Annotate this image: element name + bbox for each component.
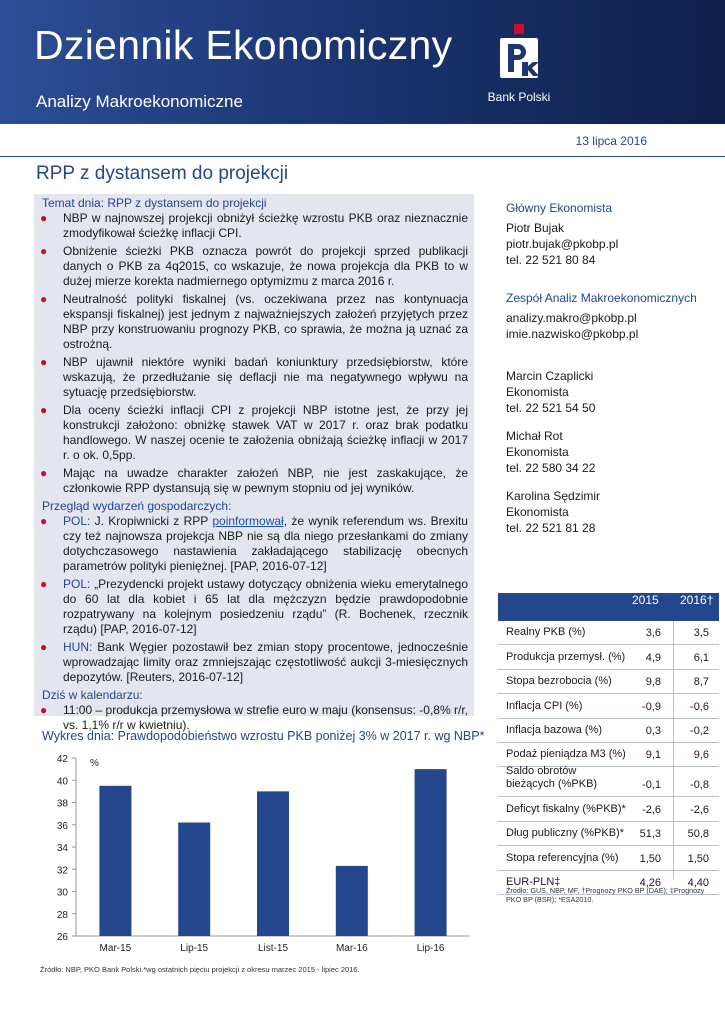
x-tick-label: List-15	[257, 943, 289, 954]
table-row	[498, 694, 719, 718]
bullet-icon: ●	[40, 703, 48, 717]
review-list	[34, 514, 474, 685]
row-label: Stopa referencyjna (%)	[506, 851, 619, 864]
table-body	[498, 621, 719, 895]
bar	[178, 823, 210, 936]
row-label: Saldo obrotów bieżących (%PKB)	[506, 765, 598, 791]
row-label: Inflacja bazowa (%)	[506, 723, 602, 736]
indicators-table	[498, 593, 719, 895]
review-heading: Przegląd wydarzeń gospodarczych:	[42, 499, 232, 513]
table-source: Źródło: GUS, NBP, MF, †Prognozy PKO BP (DAE); ‡Prognozy PKO BP (BSR); *ESA2010.	[506, 886, 705, 904]
pko-logo-icon	[494, 24, 544, 86]
table-row	[498, 645, 719, 669]
pko-logo	[474, 24, 564, 114]
y-unit-label: %	[90, 758, 99, 769]
list-item: ● Dla oceny ścieżki inflacji CPI z projekcji NBP istotne jest, że przy jej konstrukcji założono: obniżkę stawek VAT w 2017 r. oraz brak podatku handlowego. W naszej ocenie te założenia obniżają ścieżkę inflacji w 2017 r. o ok. 0,5pp.	[40, 403, 468, 462]
value-2016: 8,7	[693, 676, 709, 689]
column-header: 2016†	[680, 593, 714, 607]
list-item: ● NBP ujawnił niektóre wyniki badań koniunktury przedsiębiorstw, które wskazują, że przedłużanie się deflacji nie ma negatywnego wpływu na sytuację przedsiębiorstw.	[40, 355, 468, 399]
topic-heading: Temat dnia: RPP z dystansem do projekcji	[42, 196, 267, 210]
bullet-icon: ●	[40, 355, 48, 369]
value-2015: -0,1	[642, 779, 661, 792]
chart-title: Wykres dnia: Prawdopodobieństwo wzrostu PKB poniżej 3% w 2017 r. wg NBP*	[42, 729, 485, 743]
table-row	[498, 670, 719, 694]
row-label: Realny PKB (%)	[506, 626, 586, 639]
row-label: Produkcja przemysł. (%)	[506, 650, 626, 663]
value-2016: 1,50	[687, 852, 709, 865]
calendar-heading: Dziś w kalendarzu:	[42, 688, 143, 702]
row-label: Inflacja CPI (%)	[506, 699, 583, 712]
y-tick-label: 32	[56, 865, 68, 877]
value-2015: 9,8	[645, 676, 661, 689]
value-2015: 0,3	[645, 724, 661, 737]
bar	[415, 769, 447, 936]
table-header	[498, 593, 719, 621]
column-divider	[673, 621, 674, 879]
publication-subtitle: Analizy Makroekonomiczne	[36, 92, 243, 111]
list-item: ● POL: „Prezydencki projekt ustawy dotyczący obniżenia wieku emerytalnego do 60 lat dla kobiet i 65 lat dla mężczyzn będzie prawdopodobnie rozpatrywany na kolejnym posiedzeniu rządu” (R. Bochenek, rzecznik rządu) [PAP, 2016-07-12]	[40, 577, 468, 636]
table-row	[498, 797, 719, 821]
y-tick-label: 40	[56, 776, 68, 788]
value-2016: -0,8	[690, 779, 709, 792]
issue-date: 13 lipca 2016	[575, 134, 647, 148]
value-2016: -0,6	[690, 700, 709, 713]
list-item: ● Obniżenie ścieżki PKB oznacza powrót do projekcji sprzed publikacji danych o PKB za 4q2015, co wskazuje, że nowa projekcja dla PKB to w dużej mierze korekta nadmiernego optymizmu z marca 2016 r.	[40, 244, 468, 288]
source-link[interactable]: poinformował	[212, 514, 284, 528]
y-tick-label: 30	[56, 887, 68, 899]
divider	[0, 156, 725, 157]
x-tick-label: Mar-15	[99, 943, 132, 954]
table-row	[498, 621, 719, 645]
bullet-icon: ●	[40, 244, 48, 258]
publication-title: Dziennik Ekonomiczny	[34, 22, 453, 68]
value-2015: -0,9	[642, 700, 661, 713]
doc-title: RPP z dystansem do projekcji	[36, 163, 289, 184]
chief-email[interactable]: piotr.bujak@pkobp.pl	[506, 237, 619, 251]
table-row	[498, 767, 719, 797]
value-2015: 9,1	[645, 749, 661, 762]
value-2015: 51,3	[639, 828, 661, 841]
value-2015: 1,50	[639, 852, 661, 865]
team-email[interactable]: imie.nazwisko@pkobp.pl	[506, 327, 639, 341]
x-tick-label: Mar-16	[335, 943, 368, 954]
bullet-icon: ●	[40, 466, 48, 480]
row-label: Stopa bezrobocia (%)	[506, 675, 612, 688]
bullet-icon: ●	[40, 403, 48, 417]
column-header: 2015	[632, 593, 659, 607]
row-label: Dług publiczny (%PKB)*	[506, 827, 624, 840]
topic-list	[34, 211, 474, 496]
logo-text: Bank Polski	[487, 90, 551, 104]
chart-source: Źródło: NBP, PKO Bank Polski.*wg ostatnich pięciu projekcji z okresu marzec 2015 - lipiec 2016.	[40, 965, 360, 974]
value-2016: -0,2	[690, 724, 709, 737]
bullet-icon: ●	[40, 292, 48, 306]
row-label: Podaż pieniądza M3 (%)	[506, 748, 626, 761]
bar-chart	[34, 748, 474, 960]
value-2016: 9,6	[693, 749, 709, 762]
list-item: ● POL: J. Kropiwnicki z RPP poinformował, że wynik referendum ws. Brexitu czy też najnowsza projekcja NBP nie są dla niego przesłankami do zmiany dotychczasowego nastawienia zakładającego stabilizację obecnych parametrów polityki pieniężnej. [PAP, 2016-07-12]	[40, 514, 468, 573]
row-label: EUR-PLN‡	[506, 875, 561, 888]
value-2015: 4,9	[645, 651, 661, 664]
value-2015: 4,26	[639, 876, 661, 889]
summary-box	[34, 194, 474, 732]
value-2016: 50,8	[687, 828, 709, 841]
y-tick-label: 34	[56, 843, 68, 854]
y-tick-label: 38	[56, 798, 68, 810]
chief-phone: tel. 22 521 80 84	[506, 253, 596, 267]
bar	[257, 791, 289, 936]
table-row	[498, 719, 719, 743]
table-row	[498, 846, 719, 870]
bullet-icon: ●	[40, 577, 48, 591]
x-tick-label: Lip-15	[180, 943, 209, 954]
header-banner	[0, 0, 725, 124]
y-tick-label: 36	[56, 820, 68, 832]
list-item: ● 11:00 – produkcja przemysłowa w strefie euro w maju (konsensus: -0,8% r/r, vs. 1,1% r/r w kwietniu).	[40, 703, 468, 732]
chief-name: Piotr Bujak	[506, 221, 565, 235]
team-heading: Zespół Analiz Makroekonomicznych	[506, 291, 697, 305]
list-item: ● HUN: Bank Węgier pozostawił bez zmian stopy procentowe, jednocześnie wprowadzając limity oraz zmniejszając częstotliwość aukcji 3-miesięcznych depozytów. [Reuters, 2016-07-12]	[40, 640, 468, 684]
bullet-icon: ●	[40, 211, 48, 225]
y-tick-label: 28	[56, 909, 68, 921]
bar	[99, 786, 131, 936]
list-item: ● Mając na uwadze charakter założeń NBP, nie jest zaskakujące, że członkowie RPP dystansują się w pewnym stopniu od jej wyników.	[40, 466, 468, 495]
value-2016: 4,40	[687, 876, 709, 889]
value-2016: 6,1	[693, 651, 709, 664]
x-tick-label: Lip-16	[416, 943, 445, 954]
bullet-icon: ●	[40, 640, 48, 654]
row-label: Deficyt fiskalny (%PKB)*	[506, 802, 626, 815]
contact-person: Michał Rot Ekonomista tel. 22 580 34 22	[506, 429, 596, 475]
bar	[336, 866, 368, 936]
value-2015: -2,6	[642, 803, 661, 816]
value-2016: -2,6	[690, 803, 709, 816]
y-tick-label: 26	[56, 932, 68, 943]
contacts-panel	[506, 200, 721, 548]
bullet-icon: ●	[40, 514, 48, 528]
table-row	[498, 822, 719, 846]
list-item: ● Neutralność polityki fiskalnej (vs. oczekiwana przez nas kontynuacja ekspansji fiskalnej) jest jednym z najważniejszych założeń przyjętych przez NBP przy konstruowaniu prognozy PKB, co sprawia, że można ją uznać za ostrożną.	[40, 292, 468, 351]
table-row	[498, 743, 719, 767]
y-tick-label: 42	[56, 754, 68, 765]
team-email[interactable]: analizy.makro@pkobp.pl	[506, 311, 637, 325]
value-2016: 3,5	[693, 627, 709, 640]
value-2015: 3,6	[645, 627, 661, 640]
chief-heading: Główny Ekonomista	[506, 201, 613, 215]
contact-person: Marcin Czaplicki Ekonomista tel. 22 521 54 50	[506, 369, 596, 415]
list-item: ● NBP w najnowszej projekcji obniżył ścieżkę wzrostu PKB oraz nieznacznie zmodyfikował ścieżkę inflacji CPI.	[40, 211, 468, 240]
contact-person: Karolina Sędzimir Ekonomista tel. 22 521 81 28	[506, 489, 601, 535]
